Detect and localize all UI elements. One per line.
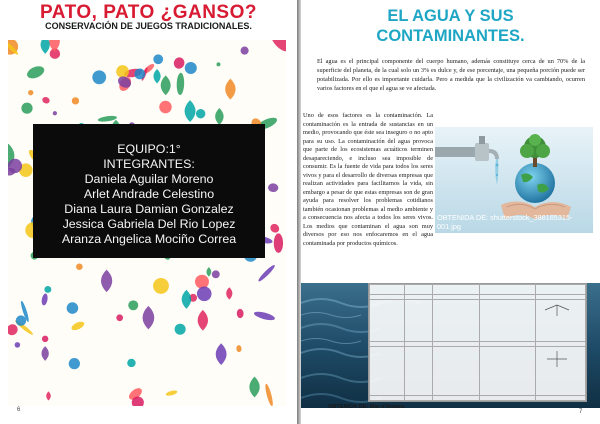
embroidery-motif	[268, 40, 286, 54]
embroidery-motif	[161, 75, 171, 95]
embroidery-motif	[274, 233, 283, 253]
embroidery-motif	[216, 62, 220, 66]
embroidery-motif	[176, 73, 184, 95]
title-line-2: CONTAMINANTES.	[376, 27, 525, 45]
embroidery-motif	[225, 79, 235, 100]
embroidery-motif	[226, 287, 232, 299]
team-info-box	[33, 124, 265, 258]
embroidery-motif	[269, 222, 281, 234]
embroidery-motif	[196, 109, 205, 118]
embroidery-motif	[8, 159, 22, 173]
embroidery-motif	[70, 320, 85, 332]
embroidery-motif	[44, 286, 51, 293]
left-page	[0, 0, 297, 424]
member-name: Daniela Aguilar Moreno	[84, 172, 214, 186]
embroidery-motif	[41, 293, 49, 306]
embroidery-motif	[253, 310, 276, 322]
embroidery-motif	[53, 111, 57, 115]
intro-paragraph: El agua es el principal componente del cuerpo humano, además constituye cerca de un 70% de la superficie del planeta, de la cual solo un 3% es dulce y, de ese porcentaje, una pequeña porción puede ser potabilizada. Por ello es importante cuidarla. Pero a medida que la civilización va cambiando, ocurren varios factores en el que el agua se ve afectada.	[317, 58, 585, 92]
embroidery-motif	[185, 100, 196, 122]
photo-source-caption: OBTENIDA DE: shutterstock_388165315-001.jpg	[437, 213, 573, 231]
embroidery-motif	[97, 115, 117, 123]
embroidery-motif	[175, 324, 186, 335]
embroidery-motif	[237, 309, 244, 319]
right-page-title	[301, 6, 600, 46]
embroidery-motif	[42, 336, 48, 342]
embroidery-motif	[72, 97, 79, 104]
embroidery-motif	[249, 377, 259, 398]
embroidery-motif	[153, 278, 169, 294]
embroidery-motif	[241, 47, 249, 55]
page-number-right: 7	[579, 409, 583, 415]
members-label: INTEGRANTES:	[103, 157, 195, 171]
table-row	[370, 395, 586, 401]
title-line-1: EL AGUA Y SUS	[387, 7, 514, 25]
embroidery-motif	[116, 314, 123, 321]
member-name: Jessica Gabriela Del Rio Lopez	[62, 217, 236, 231]
page-number-left: 6	[17, 407, 21, 413]
molecule-structure-icon	[537, 348, 577, 370]
embroidery-motif	[236, 345, 242, 352]
embroidery-motif	[215, 108, 223, 125]
embroidery-motif	[16, 315, 27, 326]
embroidery-motif	[195, 275, 209, 289]
embroidery-motif	[28, 90, 33, 95]
embroidery-motif	[41, 96, 50, 104]
embroidery-motif	[143, 306, 155, 329]
contaminants-table-grid	[369, 284, 586, 401]
embroidery-motif	[185, 62, 197, 74]
right-page	[301, 0, 600, 424]
table-header-row	[370, 285, 586, 295]
tap-earth-photo	[435, 127, 593, 233]
embroidery-motif	[212, 270, 220, 278]
embroidery-motif	[76, 263, 83, 270]
embroidery-motif	[69, 358, 80, 369]
embroidery-motif	[21, 103, 32, 114]
contaminants-table	[368, 283, 587, 402]
left-page-title: PATO, PATO ¿GANSO?	[40, 2, 257, 23]
left-page-subtitle: CONSERVACIÓN DE JUEGOS TRADICIONALES.	[45, 21, 252, 31]
embroidery-motif	[264, 383, 274, 406]
embroidery-motif	[46, 391, 51, 400]
embroidery-motif	[197, 287, 212, 302]
embroidery-motif	[127, 359, 135, 367]
embroidery-motif	[92, 70, 106, 84]
embroidery-motif	[128, 300, 138, 310]
table-source-caption: OBTENIDA DE: Mar d'Amura.	[328, 404, 406, 410]
table-row	[370, 347, 586, 395]
embroidery-motif	[153, 69, 160, 83]
embroidery-motif	[257, 264, 276, 283]
embroidery-motif	[116, 65, 129, 78]
team-label: EQUIPO:1°	[117, 142, 181, 156]
embroidery-motif	[198, 310, 208, 331]
embroidery-motif	[41, 346, 48, 361]
table-row	[370, 300, 586, 341]
embroidery-motif	[15, 342, 20, 347]
embroidery-motif	[25, 64, 46, 81]
embroidery-motif	[134, 69, 145, 80]
member-name: Diana Laura Damian Gonzalez	[64, 202, 234, 216]
embroidery-motif	[165, 390, 177, 397]
member-name: Arlet Andrade Celestino	[83, 187, 215, 201]
embroidery-motif	[41, 40, 50, 54]
embroidery-motif	[159, 101, 171, 113]
embroidery-motif	[67, 302, 79, 314]
embroidery-motif	[216, 343, 227, 365]
member-name: Aranza Angelica Mociño Correa	[61, 232, 237, 246]
body-paragraph: Uno de esos factores es la contaminación. La contaminación es la entrada de sustancias en un medio, provocando que éste sea inseguro o no apto para su uso. La contaminación del agua provoca que parte de los ecosistemas acuáticos terminen desapareciendo, e incluso sea imposible de consumir. Es la fuente de vida para todos los seres vivos y para el desarrollo de diversas empresas que realizan actividades para facilitarnos la vida, sin embargo a pesar de que estas empresas son de gran ayuda para resolver los problemas cotidianos también ocasionan problemas al medio ambiente y a consecuencia nos afecta a todos los seres vivos. Los medios que contaminan el agua son muy diversos por eso nos enfocaremos en el agua contaminada por productos químicos.	[303, 112, 433, 247]
embroidery-motif	[172, 56, 185, 70]
embroidery-motif	[153, 54, 163, 64]
molecule-structure-icon	[537, 301, 577, 319]
embroidery-motif	[101, 270, 112, 293]
embroidery-motif	[206, 267, 211, 277]
embroidery-motif	[182, 290, 192, 309]
embroidery-motif	[268, 183, 279, 192]
